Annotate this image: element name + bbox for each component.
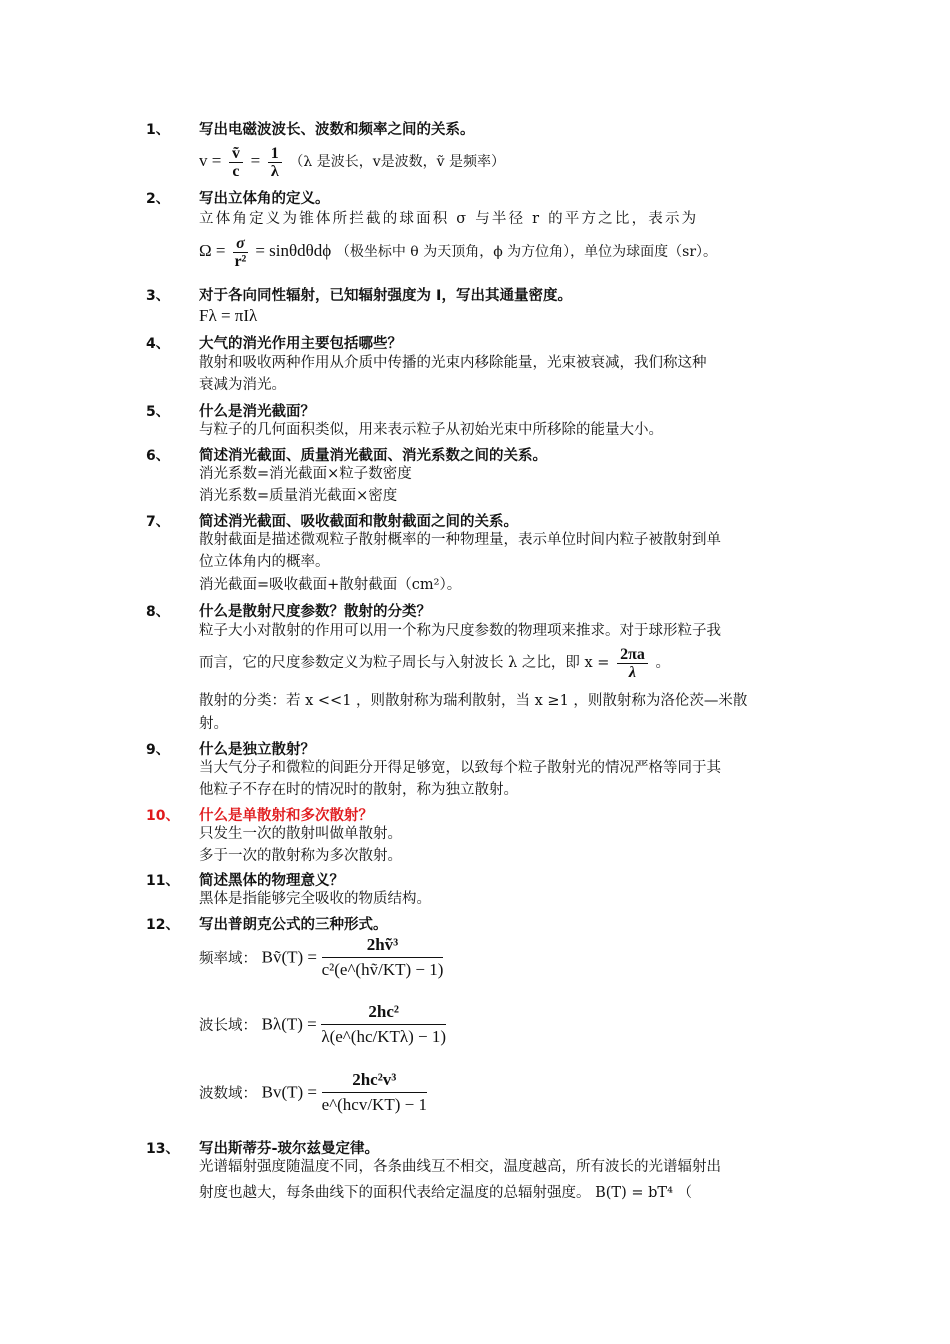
answer-line: 散射的分类：若 x <<1 ，则散射称为瑞利散射，当 x ≥1 ，则散射称为洛伦茨—米散 xyxy=(199,693,748,709)
question-title: 什么是单散射和多次散射？ xyxy=(199,808,373,824)
question-title: 对于各向同性辐射，已知辐射强度为 I，写出其通量密度。 xyxy=(199,288,572,304)
form-label: 波长域： xyxy=(199,1018,257,1034)
formula-rhs: = sinθdθdϕ xyxy=(255,241,332,260)
fraction xyxy=(321,1002,446,1047)
formula-lhs: Ω = xyxy=(199,241,226,260)
formula-note: （λ 是波长，v是波数，ṽ 是频率） xyxy=(289,154,505,170)
question-number: 4、 xyxy=(146,336,170,352)
answer-formula: Fλ = πIλ xyxy=(199,306,258,325)
form-label: 频率域： xyxy=(199,951,257,967)
frac-bottom: λ xyxy=(628,663,636,681)
question-title: 写出斯蒂芬-玻尔兹曼定律。 xyxy=(199,1141,380,1157)
question-title: 写出电磁波波长、波数和频率之间的关系。 xyxy=(199,122,475,138)
fraction xyxy=(322,1070,427,1115)
question-number: 3、 xyxy=(146,288,170,304)
frac-bottom: r² xyxy=(234,252,247,270)
answer-line: 他粒子不存在时的情况时的散射，称为独立散射。 xyxy=(199,782,518,798)
answer-line: 消光系数=质量消光截面×密度 xyxy=(199,488,398,504)
formula-eq: = xyxy=(250,151,261,170)
question-title: 简述消光截面、质量消光截面、消光系数之间的关系。 xyxy=(199,448,547,464)
answer-line: 立体角定义为锥体所拦截的球面积 σ 与半径 r 的平方之比，表示为 xyxy=(199,211,699,227)
planck-wavenumber xyxy=(199,1070,427,1115)
question-title: 什么是独立散射？ xyxy=(199,742,315,758)
question-number: 6、 xyxy=(146,448,170,464)
form-lhs: Bλ(T) = xyxy=(261,1014,317,1034)
question-number: 8、 xyxy=(146,604,170,620)
answer-line: 散射截面是描述微观粒子散射概率的一种物理量，表示单位时间内粒子被散射到单 xyxy=(199,532,721,548)
frac-bottom: λ(e^(hc/KTλ) − 1) xyxy=(321,1027,447,1046)
question-title: 写出普朗克公式的三种形式。 xyxy=(199,917,388,933)
answer-line: 与粒子的几何面积类似，用来表示粒子从初始光束中所移除的能量大小。 xyxy=(199,422,663,438)
answer-line: 黑体是指能够完全吸收的物质结构。 xyxy=(199,891,431,907)
planck-frequency xyxy=(199,935,443,980)
question-title: 什么是消光截面？ xyxy=(199,404,315,420)
question-number: 12、 xyxy=(146,917,180,933)
frac-bottom: c xyxy=(232,162,240,180)
answer-line: 消光系数=消光截面×粒子数密度 xyxy=(199,466,412,482)
frac-top: 2hc²v³ xyxy=(322,1070,427,1093)
answer-formula xyxy=(199,231,717,272)
form-label: 波数域： xyxy=(199,1086,257,1102)
question-number: 2、 xyxy=(146,191,170,207)
form-lhs: Bṽ(T) = xyxy=(261,947,317,967)
fraction xyxy=(233,235,248,270)
question-number: 10、 xyxy=(146,808,180,824)
frac-top: 2πa xyxy=(617,646,648,664)
question-title: 大气的消光作用主要包括哪些？ xyxy=(199,336,402,352)
question-number: 5、 xyxy=(146,404,170,420)
answer-line: 多于一次的散射称为多次散射。 xyxy=(199,848,402,864)
fraction xyxy=(229,145,243,180)
question-title: 简述黑体的物理意义？ xyxy=(199,873,344,889)
frac-top: ṽ xyxy=(229,145,243,163)
frac-bottom: λ xyxy=(270,162,279,180)
answer-line: 射度也越大，每条曲线下的面积代表给定温度的总辐射强度。 B(T) = bT⁴ （ xyxy=(199,1185,692,1201)
answer-line: 粒子大小对散射的作用可以用一个称为尺度参数的物理项来推求。对于球形粒子我 xyxy=(199,623,721,639)
question-title: 什么是散射尺度参数？散射的分类？ xyxy=(199,604,431,620)
question-title: 简述消光截面、吸收截面和散射截面之间的关系。 xyxy=(199,514,518,530)
frac-top: 1 xyxy=(268,145,282,163)
answer-line: 只发生一次的散射叫做单散射。 xyxy=(199,826,402,842)
frac-top: σ xyxy=(233,235,248,253)
fraction xyxy=(617,646,648,681)
answer-line: 射。 xyxy=(199,716,228,732)
question-number: 7、 xyxy=(146,514,170,530)
frac-bottom: c²(e^(hṽ/KT) − 1) xyxy=(321,960,444,979)
question-title: 写出立体角的定义。 xyxy=(199,191,330,207)
answer-line: 当大气分子和微粒的间距分开得足够宽，以致每个粒子散射光的情况严格等同于其 xyxy=(199,760,721,776)
planck-wavelength xyxy=(199,1002,446,1047)
question-number: 11、 xyxy=(146,873,180,889)
answer-line: 消光截面=吸收截面+散射截面（cm²）。 xyxy=(199,577,462,593)
formula-note: （极坐标中 θ 为天顶角，ϕ 为方位角），单位为球面度（sr）。 xyxy=(335,244,718,260)
form-lhs: Bv(T) = xyxy=(261,1082,317,1102)
fraction xyxy=(322,935,444,980)
answer-line: 衰减为消光。 xyxy=(199,377,286,393)
formula-lhs: v = xyxy=(199,151,222,170)
formula-text: 。 xyxy=(655,655,670,671)
question-number: 1、 xyxy=(146,122,170,138)
frac-top: 2hṽ³ xyxy=(322,935,444,958)
answer-line: 光谱辐射强度随温度不同，各条曲线互不相交，温度越高，所有波长的光谱辐射出 xyxy=(199,1159,721,1175)
answer-formula xyxy=(199,141,505,182)
answer-formula xyxy=(199,642,670,684)
formula-text: 而言，它的尺度参数定义为粒子周长与入射波长 λ 之比，即 x = xyxy=(199,655,610,671)
answer-line: 散射和吸收两种作用从介质中传播的光束内移除能量，光束被衰减，我们称这种 xyxy=(199,355,707,371)
frac-bottom: e^(hcv/KT) − 1 xyxy=(321,1095,427,1114)
fraction xyxy=(268,145,282,180)
question-number: 13、 xyxy=(146,1141,180,1157)
frac-top: 2hc² xyxy=(321,1002,446,1025)
question-number: 9、 xyxy=(146,742,170,758)
answer-line: 位立体角内的概率。 xyxy=(199,554,330,570)
